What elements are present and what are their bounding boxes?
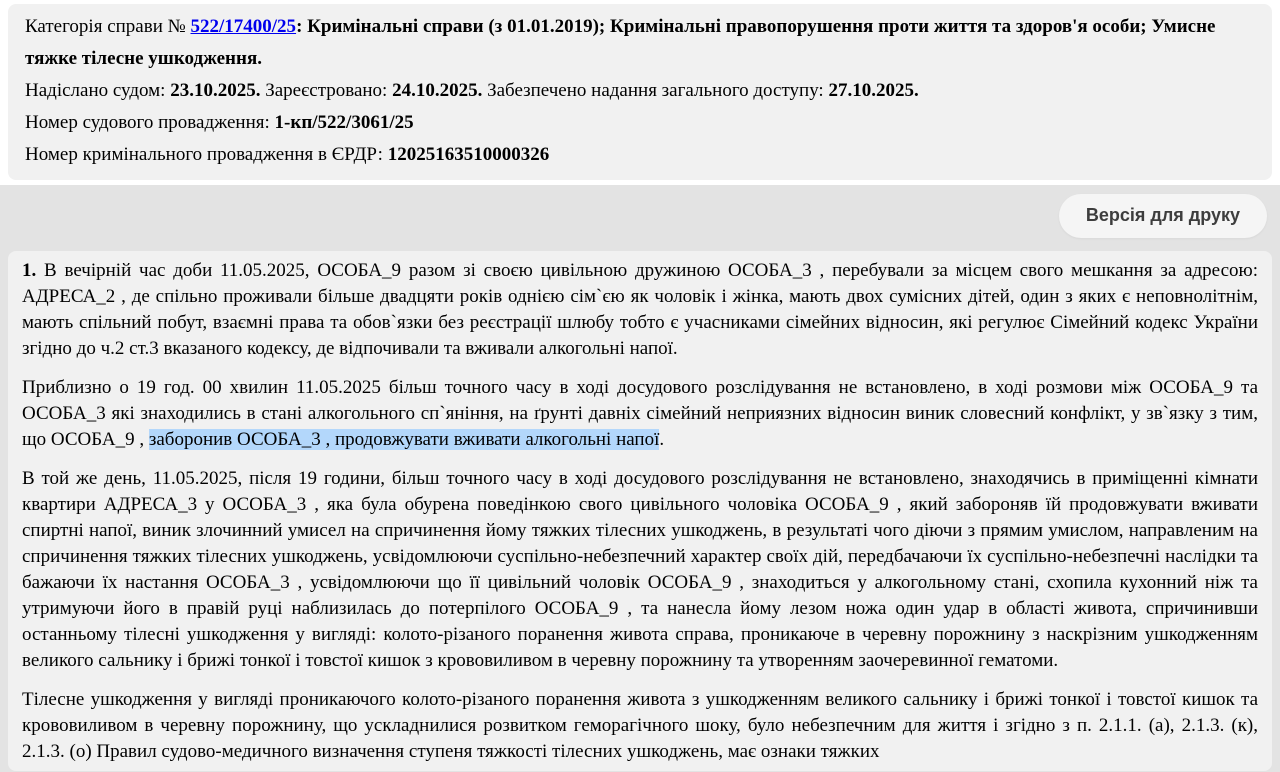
paragraph-1-number: 1. xyxy=(22,260,37,281)
document-panel xyxy=(0,185,1280,772)
case-info-card xyxy=(8,4,1272,180)
case-number-link[interactable]: 522/17400/25 xyxy=(190,16,297,37)
highlighted-text: заборонив ОСОБА_3 , продовжувати вживати алкогольні напої xyxy=(148,429,660,450)
paragraph-1 xyxy=(22,258,1258,362)
case-category-line xyxy=(25,11,1255,75)
case-category-text: : Кримінальні справи (з 01.01.2019); Кримінальні правопорушення проти життя та здоров'я особи; Умисне тяжке тілесне ушкодження. xyxy=(25,16,1216,69)
print-version-button[interactable]: Версія для друку xyxy=(1059,194,1267,238)
registered-date: 24.10.2025. xyxy=(392,80,483,101)
sent-by-court-date: 23.10.2025. xyxy=(170,80,261,101)
court-proceeding-label: Номер судового провадження: xyxy=(25,112,275,133)
erdr-number: 12025163510000326 xyxy=(387,144,550,165)
paragraph-1-text: В вечірній час доби 11.05.2025, ОСОБА_9 разом зі своєю цивільною дружиною ОСОБА_3 , перебували за місцем свого мешкання за адресою: АДРЕСА_2 , де спільно проживали більше двадцяти років однією сім`єю як чоловік і жінка, мають двох сумісних дітей, один з яких є неповнолітнім, мають спільний побут, взаємні права та обов`язки без реєстрації шлюбу тобто є учасниками сімейних відносин, які регулює Сімейний кодекс України згідно до ч.2 ст.3 вказаного кодексу, де відпочивали та вживали алкогольні напої. xyxy=(22,260,1258,359)
public-access-date: 27.10.2025. xyxy=(828,80,919,101)
case-category-label: Категорія справи № xyxy=(25,16,191,37)
paragraph-3: В той же день, 11.05.2025, після 19 години, більш точного часу в ході досудового розслідування не встановлено, знаходячись в приміщенні кімнати квартири АДРЕСА_3 у ОСОБА_3 , яка була обурена поведінкою свого цивільного чоловіка ОСОБА_9 , який забороняв їй продовжувати вживати спиртні напої, виник злочинний умисел на спричинення йому тяжких тілесних ушкоджень, в результаті чого діючи з прямим умислом, направленим на спричинення тяжких тілесних ушкоджень, усвідомлюючи суспільно-небезпечний характер своїх дій, передбачаючи їх суспільно-небезпечні наслідки та бажаючи їх настання ОСОБА_3 , усвідомлюючи що її цивільний чоловік ОСОБА_9 , знаходиться у алкогольному стані, схопила кухонний ніж та утримуючи його в правій руці наблизилась до потерпілого ОСОБА_9 , та нанесла йому лезом ножа один удар в області живота, спричинивши останньому тілесні ушкодження у вигляді: колото-різаного поранення живота справа, проникаюче в черевну порожнину з наскрізним ушкодженням великого сальнику і брижі тонкої і товстої кишок з крововиливом в черевну порожнину та утворенням заочеревинної гематоми. xyxy=(22,468,1258,671)
registered-label: Зареєстровано: xyxy=(260,80,393,101)
case-dates-line xyxy=(25,75,1255,107)
court-proceeding-line xyxy=(25,107,1255,139)
erdr-label: Номер кримінального провадження в ЄРДР: xyxy=(25,144,388,165)
paragraph-2-text: Приблизно о 19 год. 00 хвилин 11.05.2025 більш точного часу в ході досудового розслідування не встановлено, в ході розмови між ОСОБА_9 та ОСОБА_3 які знаходились в стані алкогольного сп`яніння, на ґрунті давніх сімейний неприязних відносин виник словесний конфлікт, у зв`язку з тим, що ОСОБА_9 , xyxy=(22,377,1258,450)
paragraph-4: Тілесне ушкодження у вигляді проникаючого колото-різаного поранення живота з ушкодженням великого сальнику і брижі тонкої і товстої кишок та крововиливом в черевну порожнину, що ускладнилися розвитком геморагічного шоку, було небезпечним для життя і згідно з п. 2.1.1. (а), 2.1.3. (к), 2.1.3. (о) Правил судово-медичного визначення ступеня тяжкості тілесних ушкоджень, має ознаки тяжких xyxy=(22,689,1258,762)
decision-text-card xyxy=(8,251,1272,771)
paragraph-2 xyxy=(22,375,1258,453)
toolbar xyxy=(0,185,1280,238)
erdr-line xyxy=(25,139,1255,171)
paragraph-2-end: . xyxy=(659,429,665,450)
public-access-label: Забезпечено надання загального доступу: xyxy=(482,80,829,101)
sent-by-court-label: Надіслано судом: xyxy=(25,80,171,101)
court-proceeding-number: 1-кп/522/3061/25 xyxy=(274,112,414,133)
